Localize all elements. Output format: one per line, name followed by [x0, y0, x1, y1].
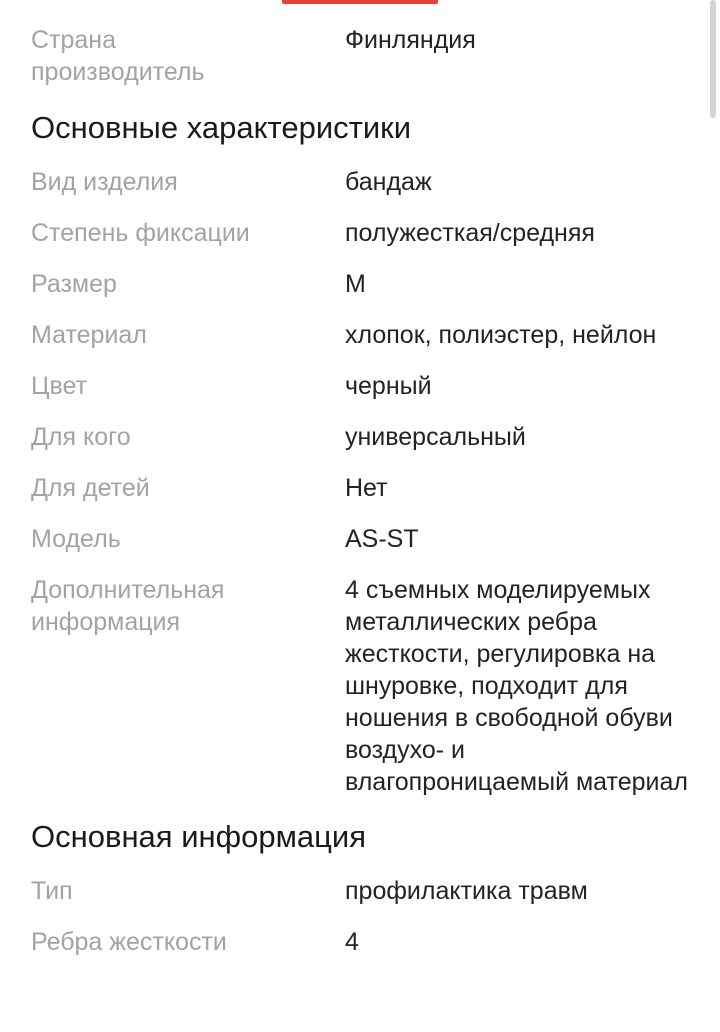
- spec-value: черный: [345, 372, 432, 400]
- scrollbar[interactable]: [710, 0, 716, 118]
- active-tab-indicator: [282, 0, 438, 4]
- spec-row-material: [31, 319, 700, 351]
- spec-value: полужесткая/средняя: [345, 219, 595, 247]
- spec-label: Степень фиксации: [31, 219, 250, 247]
- spec-row-size: [31, 268, 700, 300]
- spec-value: M: [345, 270, 366, 298]
- spec-label: Для детей: [31, 474, 150, 502]
- spec-row-product-type: [31, 166, 700, 198]
- spec-label: Размер: [31, 270, 117, 298]
- spec-value: бандаж: [345, 168, 432, 196]
- spec-row-fixation: [31, 217, 700, 249]
- spec-value: AS-ST: [345, 525, 419, 553]
- spec-label: Для кого: [31, 423, 131, 451]
- spec-label: Тип: [31, 877, 73, 905]
- spec-label: Вид изделия: [31, 168, 178, 196]
- spec-label: Дополнительная информация: [31, 576, 225, 636]
- spec-value: хлопок, полиэстер, нейлон: [345, 321, 657, 349]
- spec-row-additional-info: [31, 574, 700, 798]
- spec-row-for-whom: [31, 421, 700, 453]
- section-title-main-characteristics: Основные характеристики: [31, 110, 412, 145]
- spec-value: 4 съемных моделируемых металлических ребра жесткости, регулировка на шнуровке, подходит для ношения в свободной обуви воздухо- и влагопроницаемый материал: [345, 576, 688, 796]
- spec-label: Модель: [31, 525, 121, 553]
- spec-row-country: [31, 24, 700, 88]
- spec-value: 4: [345, 928, 359, 956]
- spec-label: Ребра жесткости: [31, 928, 227, 956]
- spec-row-for-children: [31, 472, 700, 504]
- spec-label: Цвет: [31, 372, 88, 400]
- spec-value: Финляндия: [345, 26, 476, 54]
- section-title-main-info: Основная информация: [31, 819, 367, 854]
- spec-label: Страна производитель: [31, 26, 205, 86]
- spec-value: профилактика травм: [345, 877, 588, 905]
- spec-value: Нет: [345, 474, 388, 502]
- product-specs: [31, 24, 700, 977]
- spec-value: универсальный: [345, 423, 526, 451]
- spec-row-model: [31, 523, 700, 555]
- spec-row-stiffening-ribs: [31, 926, 700, 958]
- spec-row-type: [31, 875, 700, 907]
- spec-row-color: [31, 370, 700, 402]
- spec-label: Материал: [31, 321, 147, 349]
